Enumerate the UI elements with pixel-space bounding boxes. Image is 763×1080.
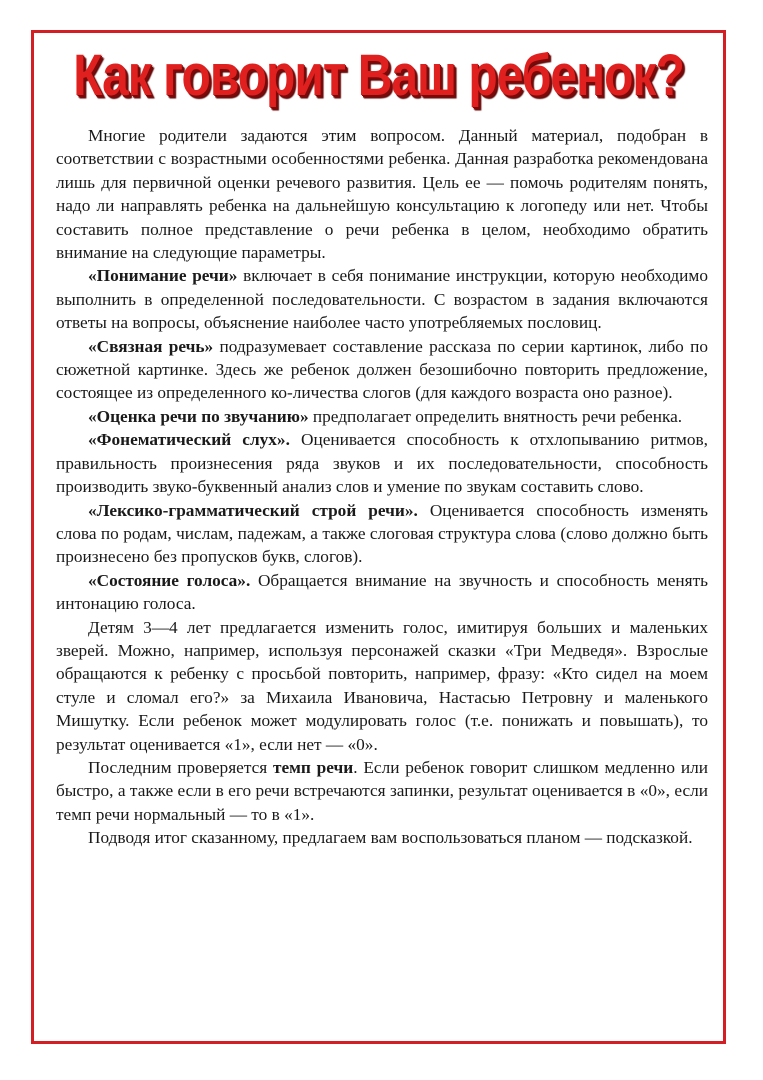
section-text: Оценивается способность изменять слова по родам, числам, падежам, а также слоговая структура слова (слово должно быть произнесено без пропусков букв, слогов). [56,500,708,567]
section-phonemic-hearing [56,428,708,498]
section-term: «Оценка речи по звучанию» [88,406,309,426]
section-term: «Связная речь» [88,336,214,356]
intro-paragraph: Многие родители задаются этим вопросом. Данный материал, подобран в соответствии с возрастными особенностями ребенка. Данная разработка рекомендована лишь для первичной оценки речевого развития. Цель ее — помочь родителям понять, надо ли направлять ребенка на дальнейшую консультацию к логопеду или нет. Чтобы составить полное представление о речи ребенка в целом, необходимо обратить внимание на следующие параметры. [56,126,708,263]
tempo-text: . Если ребенок говорит слишком медленно или быстро, а также если в его речи встречаются запинки, результат оценивается в «0», если темп речи нормальный — то в «1». [56,757,708,824]
section-text: Оценивается способность к отхлопыванию ритмов, правильность произнесения ряда звуков и их последовательности, способность производить звуко-буквенный анализ слов и умение по звукам составить слово. [56,430,708,497]
section-text: Обращается внимание на звучность и способность менять интонацию голоса. [56,570,709,614]
tempo-term: темп речи [273,757,354,777]
section-coherent-speech [56,335,708,405]
conclusion-paragraph: Подводя итог сказанному, предлагаем вам воспользоваться планом — подсказкой. [88,828,693,848]
article-body [56,124,708,850]
section-text: предполагает определить внятность речи ребенка. [308,406,683,426]
tempo-lead: Последним проверяется [88,757,273,777]
section-term: «Фонематический слух». [88,430,290,450]
section-speech-understanding [56,264,708,334]
section-text: подразумевает составление рассказа по серии картинок, либо по сюжетной картинке. Здесь же ребенок должен безошибочно повторить предложение, состоящее из определенного ко-личества слогов (для каждого возраста оно разное). [56,336,708,403]
section-speech-sound [56,405,708,428]
tempo-paragraph [56,756,708,826]
section-term: «Лексико-грамматический строй речи». [88,500,418,520]
section-text: включает в себя понимание инструкции, которую необходимо выполнить в определенной последовательности. С возрастом в задания включаются ответы на вопросы, объяснение наиболее часто употребляемых пословиц. [56,266,709,333]
section-term: «Понимание речи» [88,266,238,286]
section-term: «Состояние голоса». [88,570,251,590]
section-voice-state [56,569,708,616]
page-title: Как говорит Ваш ребенок? [73,43,684,109]
section-lexical-grammar [56,499,708,569]
voice-test-paragraph: Детям 3—4 лет предлагается изменить голос, имитируя больших и маленьких зверей. Можно, например, используя персонажей сказки «Три Медведя». Взрослые обращаются к ребенку с просьбой повторить, например, фразу: «Кто сидел на моем стуле и сломал его?» за Михаила Ивановича, Настасью Петровну и маленького Мишутку. Если ребенок может модулировать голос (т.е. понижать и повышать), то результат оценивается «1», если нет — «0». [56,617,708,754]
